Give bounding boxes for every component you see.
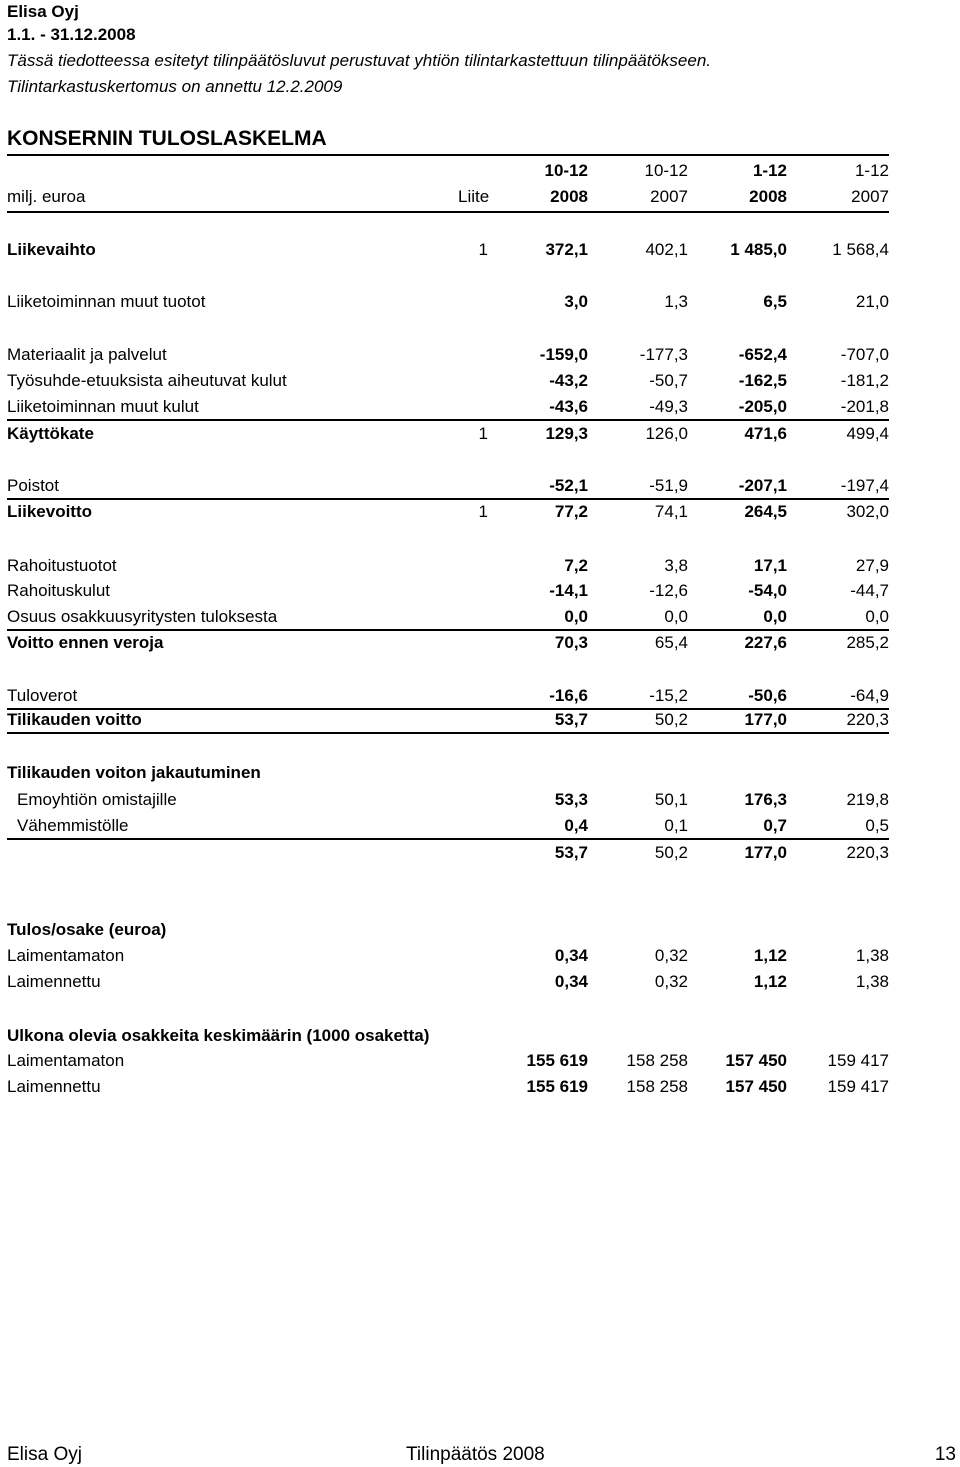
row-note-ref: 1 [478, 424, 488, 443]
row-label: Materiaalit ja palvelut [7, 345, 167, 364]
row-value-col4: 220,3 [846, 710, 889, 729]
row-value-col2: 0,32 [654, 946, 688, 965]
row-label: Liiketoiminnan muut kulut [7, 397, 199, 416]
row-value-col4: 0,0 [865, 607, 889, 626]
subtotal-rule [7, 838, 889, 840]
footer-page-number: 13 [934, 1444, 956, 1465]
row-value-col2: -49,3 [649, 397, 688, 416]
row-value-col4: -707,0 [840, 345, 889, 364]
note-audited: Tässä tiedotteessa esitetyt tilinpäätösluvut perustuvat yhtiön tilintarkastettuun tilinpäätökseen. [7, 51, 712, 70]
col1-year: 2008 [550, 187, 588, 206]
row-value-col3: 157 450 [725, 1051, 787, 1070]
row-label: Emoyhtiön omistajille [17, 790, 177, 809]
row-value-col4: 302,0 [846, 502, 889, 521]
row-value-col2: -51,9 [649, 476, 688, 495]
row-value-col3: 1,12 [753, 946, 787, 965]
title-rule [7, 154, 889, 156]
row-value-col3: 157 450 [725, 1077, 787, 1096]
row-value-col1: 53,7 [554, 710, 588, 729]
row-value-col1: 7,2 [564, 556, 588, 575]
row-label: Vähemmistölle [17, 816, 129, 835]
row-value-col3: -652,4 [738, 345, 787, 364]
footer-document: Tilinpäätös 2008 [406, 1444, 545, 1465]
row-label: Rahoitustuotot [7, 556, 117, 575]
row-value-col3: -50,6 [748, 686, 787, 705]
row-value-col2: 50,1 [654, 790, 688, 809]
row-value-col4: 27,9 [855, 556, 889, 575]
row-value-col4: -44,7 [850, 581, 889, 600]
row-value-col4: 499,4 [846, 424, 889, 443]
row-label: Tilikauden voitto [7, 710, 142, 729]
row-value-col4: -197,4 [840, 476, 889, 495]
row-label: Liiketoiminnan muut tuotot [7, 292, 206, 311]
row-value-col2: 1,3 [664, 292, 688, 311]
liite-header: Liite [458, 187, 490, 206]
row-value-col2: -15,2 [649, 686, 688, 705]
col4-period: 1-12 [854, 161, 889, 180]
row-value-col1: 0,34 [554, 946, 588, 965]
row-value-col2: -177,3 [639, 345, 688, 364]
row-value-col2: 158 258 [626, 1051, 688, 1070]
row-value-col2: 65,4 [654, 633, 688, 652]
subtotal-rule [7, 732, 889, 734]
row-value-col1: -16,6 [549, 686, 588, 705]
row-label: Liikevaihto [7, 240, 96, 259]
note-audit-report: Tilintarkastuskertomus on annettu 12.2.2009 [7, 77, 343, 96]
row-value-col1: 155 619 [526, 1077, 588, 1096]
row-value-col2: 50,2 [654, 710, 688, 729]
row-value-col1: 0,34 [554, 972, 588, 991]
row-value-col2: 50,2 [654, 843, 688, 862]
row-value-col1: 77,2 [554, 502, 588, 521]
row-value-col4: 219,8 [846, 790, 889, 809]
row-value-col1: 155 619 [526, 1051, 588, 1070]
row-value-col3: -54,0 [748, 581, 787, 600]
header-rule [7, 211, 889, 213]
row-value-col3: 1,12 [753, 972, 787, 991]
row-value-col4: 159 417 [827, 1077, 889, 1096]
row-label: Laimentamaton [7, 1051, 125, 1070]
row-value-col3: 176,3 [744, 790, 787, 809]
company-name: Elisa Oyj [7, 2, 79, 21]
col2-year: 2007 [650, 187, 688, 206]
row-label: Voitto ennen veroja [7, 633, 164, 652]
row-note-ref: 1 [478, 240, 488, 259]
row-value-col2: 0,32 [654, 972, 688, 991]
col3-year: 2008 [749, 187, 787, 206]
footer-company: Elisa Oyj [7, 1444, 82, 1465]
row-value-col4: 1,38 [855, 972, 889, 991]
row-value-col4: 285,2 [846, 633, 889, 652]
row-label: Osuus osakkuusyritysten tuloksesta [7, 607, 278, 626]
row-value-col3: 177,0 [744, 843, 787, 862]
row-note-ref: 1 [478, 502, 488, 521]
row-value-col1: 53,7 [554, 843, 588, 862]
subtotal-rule [7, 498, 889, 500]
row-value-col1: 0,4 [564, 816, 588, 835]
row-value-col3: 1 485,0 [730, 240, 787, 259]
subtotal-rule [7, 419, 889, 421]
row-label: Tilikauden voiton jakautuminen [7, 763, 261, 782]
row-value-col2: -50,7 [649, 371, 688, 390]
row-value-col3: -205,0 [738, 397, 787, 416]
period: 1.1. - 31.12.2008 [7, 25, 136, 44]
col4-year: 2007 [851, 187, 889, 206]
subtotal-rule [7, 629, 889, 631]
row-value-col2: 158 258 [626, 1077, 688, 1096]
row-value-col3: 0,0 [763, 607, 787, 626]
row-value-col1: -14,1 [549, 581, 588, 600]
row-value-col4: 1,38 [855, 946, 889, 965]
row-value-col1: -159,0 [539, 345, 588, 364]
row-value-col4: 0,5 [865, 816, 889, 835]
row-value-col3: 177,0 [744, 710, 787, 729]
row-value-col3: 17,1 [753, 556, 787, 575]
row-value-col3: 471,6 [744, 424, 787, 443]
row-value-col2: 0,0 [664, 607, 688, 626]
col3-period: 1-12 [752, 161, 787, 180]
row-value-col2: 3,8 [664, 556, 688, 575]
row-value-col4: 1 568,4 [832, 240, 889, 259]
row-value-col4: 220,3 [846, 843, 889, 862]
row-value-col3: 0,7 [763, 816, 787, 835]
row-label: Tulos/osake (euroa) [7, 920, 167, 939]
row-value-col2: 402,1 [645, 240, 688, 259]
row-value-col4: -64,9 [850, 686, 889, 705]
row-value-col1: 3,0 [564, 292, 588, 311]
row-label: Laimentamaton [7, 946, 125, 965]
row-value-col1: 129,3 [545, 424, 588, 443]
row-label: Ulkona olevia osakkeita keskimäärin (1000 osaketta) [7, 1026, 430, 1045]
row-value-col4: -201,8 [840, 397, 889, 416]
row-value-col1: 372,1 [545, 240, 588, 259]
row-value-col3: 264,5 [744, 502, 787, 521]
row-value-col1: -43,2 [549, 371, 588, 390]
row-value-col1: 53,3 [554, 790, 588, 809]
row-value-col2: 126,0 [645, 424, 688, 443]
row-value-col3: -162,5 [738, 371, 787, 390]
row-value-col3: 227,6 [744, 633, 787, 652]
row-label: Laimennettu [7, 1077, 101, 1096]
row-value-col4: 21,0 [855, 292, 889, 311]
col1-period: 10-12 [544, 161, 588, 180]
row-value-col1: -52,1 [549, 476, 588, 495]
row-value-col2: -12,6 [649, 581, 688, 600]
row-label: Tuloverot [7, 686, 78, 705]
row-label: Työsuhde-etuuksista aiheutuvat kulut [7, 371, 287, 390]
row-value-col2: 0,1 [664, 816, 688, 835]
row-label: Laimennettu [7, 972, 101, 991]
row-label: Poistot [7, 476, 59, 495]
row-value-col1: 0,0 [564, 607, 588, 626]
row-value-col4: 159 417 [827, 1051, 889, 1070]
row-value-col1: -43,6 [549, 397, 588, 416]
row-value-col1: 70,3 [554, 633, 588, 652]
unit-label: milj. euroa [7, 187, 86, 206]
col2-period: 10-12 [644, 161, 688, 180]
row-label: Liikevoitto [7, 502, 93, 521]
row-label: Rahoituskulut [7, 581, 111, 600]
row-label: Käyttökate [7, 424, 94, 443]
row-value-col4: -181,2 [840, 371, 889, 390]
row-value-col3: -207,1 [738, 476, 787, 495]
row-value-col2: 74,1 [654, 502, 688, 521]
page-title: KONSERNIN TULOSLASKELMA [7, 127, 327, 150]
row-value-col3: 6,5 [763, 292, 787, 311]
